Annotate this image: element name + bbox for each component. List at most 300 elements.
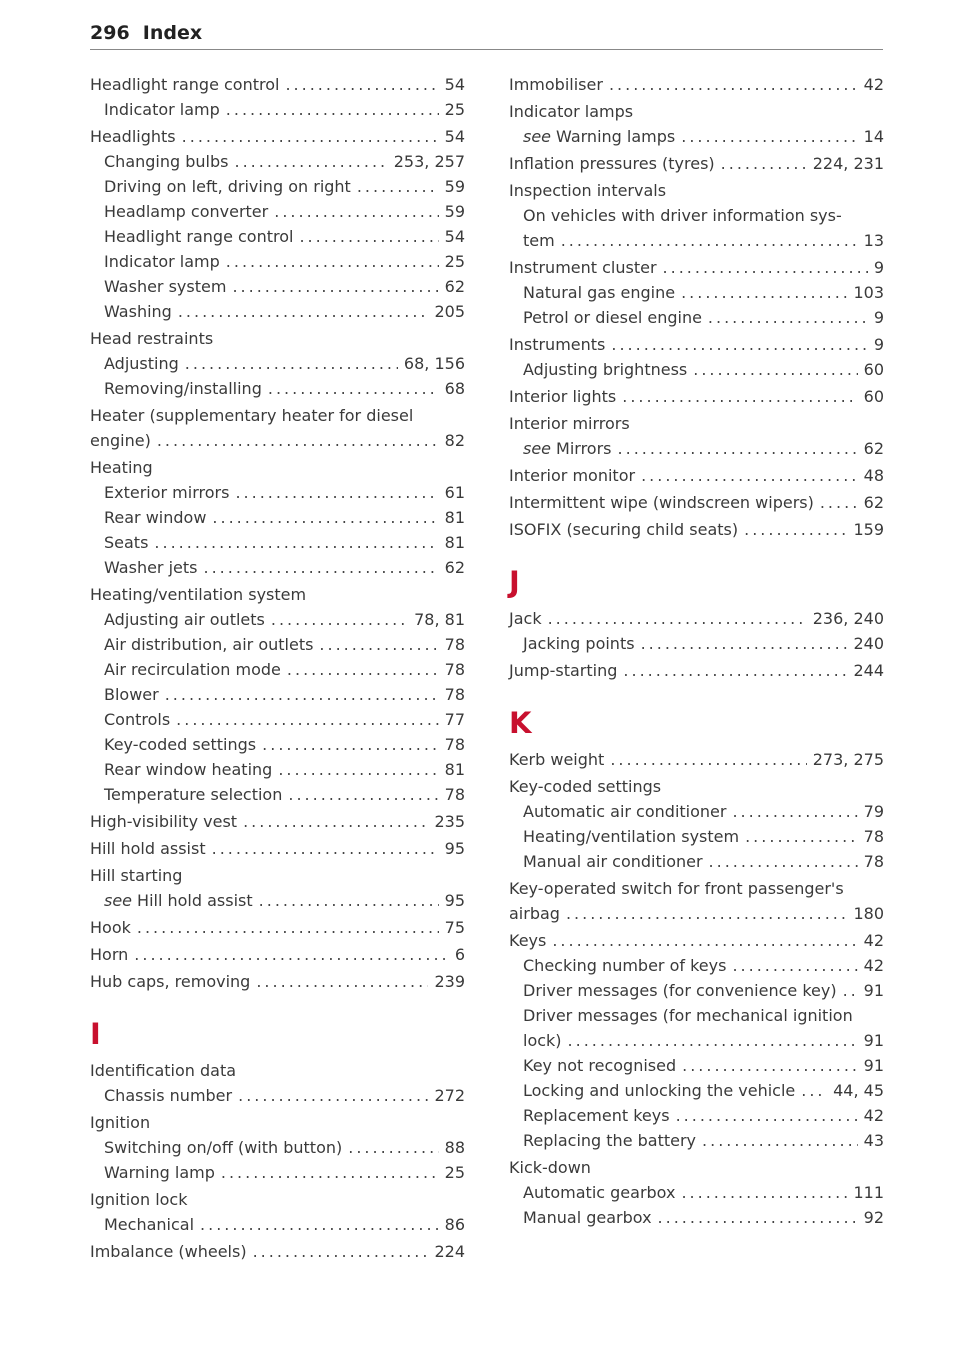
index-entry (90, 607, 465, 632)
index-entry (509, 72, 884, 97)
page-reference: 78 (444, 685, 465, 704)
entry-label: Replacing the battery (523, 1131, 697, 1150)
index-heading: Driver messages (for mechanical ignition (523, 1006, 853, 1025)
index-entry (509, 747, 884, 772)
page-reference: 9 (873, 335, 884, 354)
index-entry (509, 1205, 884, 1230)
page-reference: 6 (454, 945, 465, 964)
entry-label: Mechanical (104, 1215, 195, 1234)
index-entry (90, 657, 465, 682)
page-reference: 103 (853, 283, 884, 302)
index-entry (90, 757, 465, 782)
index-entry (90, 836, 465, 861)
index-entry (90, 888, 465, 913)
page-reference: 78 (444, 635, 465, 654)
dot-leader (552, 928, 857, 953)
index-entry (509, 151, 884, 176)
index-entry (90, 376, 465, 401)
entry-label: Seats (104, 533, 149, 552)
page-reference: 59 (444, 177, 465, 196)
index-heading: Identification data (90, 1061, 237, 1080)
entry-label: Headlight range control (104, 227, 294, 246)
entry-label: Manual gearbox (523, 1208, 652, 1227)
page-reference: 240 (853, 634, 884, 653)
entry-label: Key not recognised (523, 1056, 677, 1075)
page-reference: 81 (444, 533, 465, 552)
page-reference: 54 (444, 227, 465, 246)
dot-leader (200, 1212, 439, 1237)
dot-leader (641, 631, 848, 656)
index-entry (509, 978, 884, 1003)
section-letter: K (509, 706, 532, 740)
dot-leader (623, 658, 847, 683)
dot-leader (663, 255, 868, 280)
index-entry (509, 124, 884, 149)
dot-leader (732, 953, 857, 978)
page-reference: 81 (444, 508, 465, 527)
index-entry (509, 1103, 884, 1128)
entry-label: Automatic gearbox (523, 1183, 676, 1202)
dot-leader (262, 732, 439, 757)
dot-leader (682, 1053, 858, 1078)
dot-leader (622, 384, 857, 409)
page-reference: 43 (863, 1131, 884, 1150)
dot-leader (212, 836, 439, 861)
page-reference: 82 (444, 431, 465, 450)
dot-leader (566, 901, 848, 926)
page-reference: 224, 231 (812, 154, 884, 173)
page-reference: 77 (444, 710, 465, 729)
entry-label: Indicator lamp (104, 100, 220, 119)
entry-label: Headlamp converter (104, 202, 269, 221)
entry-label: Locking and unlocking the vehicle (523, 1081, 796, 1100)
index-entry (90, 732, 465, 757)
dot-leader (801, 1078, 827, 1103)
entry-label: Blower (104, 685, 159, 704)
page-reference: 79 (863, 802, 884, 821)
entry-label: Chassis number (104, 1086, 233, 1105)
index-heading: Heating/ventilation system (90, 585, 307, 604)
index-heading: Key-coded settings (509, 777, 662, 796)
dot-leader (234, 149, 387, 174)
index-entry (509, 799, 884, 824)
index-entry (90, 97, 465, 122)
entry-label: Temperature selection (104, 785, 283, 804)
dot-leader (658, 1205, 858, 1230)
page-reference: 62 (444, 558, 465, 577)
index-entry (509, 1053, 884, 1078)
index-heading: Inspection intervals (509, 181, 667, 200)
index-heading: Ignition lock (90, 1190, 188, 1209)
index-entry (90, 1083, 465, 1108)
index-heading: Ignition (90, 1113, 151, 1132)
entry-label: engine) (90, 431, 151, 450)
entry-label: Key-coded settings (104, 735, 257, 754)
entry-label: Replacement keys (523, 1106, 670, 1125)
entry-label: Air recirculation mode (104, 660, 281, 679)
index-entry (509, 658, 884, 683)
entry-label: Indicator lamp (104, 252, 220, 271)
page-reference: 48 (863, 466, 884, 485)
dot-leader (709, 849, 858, 874)
entry-label: Immobiliser (509, 75, 603, 94)
entry-label: Adjusting (104, 354, 179, 373)
dot-leader (176, 707, 438, 732)
entry-label: Natural gas engine (523, 283, 676, 302)
page-reference: 224 (434, 1242, 465, 1261)
entry-label: Adjusting air outlets (104, 610, 265, 629)
dot-leader (357, 174, 439, 199)
page-reference: 236, 240 (812, 609, 884, 628)
dot-leader (641, 463, 858, 488)
page-reference: 95 (444, 891, 465, 910)
index-heading: Interior mirrors (509, 414, 630, 433)
index-entry (90, 124, 465, 149)
entry-label: see Mirrors (523, 439, 612, 458)
entry-label: Driving on left, driving on right (104, 177, 351, 196)
page-reference: 244 (853, 661, 884, 680)
dot-leader (157, 428, 439, 453)
dot-leader (721, 151, 807, 176)
dot-leader (285, 72, 438, 97)
index-entry (90, 480, 465, 505)
page-reference: 54 (444, 127, 465, 146)
page-reference: 68, 156 (403, 354, 465, 373)
index-heading: Heater (supplementary heater for diesel (90, 406, 414, 425)
page-reference: 25 (444, 100, 465, 119)
entry-label: Instrument cluster (509, 258, 657, 277)
index-entry (90, 782, 465, 807)
entry-label: Warning lamp (104, 1163, 215, 1182)
entry-label: see Hill hold assist (104, 891, 253, 910)
page-reference: 78 (444, 660, 465, 679)
page-reference: 59 (444, 202, 465, 221)
index-entry (509, 1028, 884, 1053)
page-reference: 62 (863, 439, 884, 458)
entry-label: Removing/installing (104, 379, 262, 398)
dot-leader (693, 357, 857, 382)
dot-leader (287, 657, 439, 682)
dot-leader (221, 1160, 439, 1185)
entry-label: Hook (90, 918, 131, 937)
dot-leader (618, 436, 858, 461)
index-entry (90, 299, 465, 324)
dot-leader (278, 757, 438, 782)
page-reference: 272 (434, 1086, 465, 1105)
index-entry (509, 953, 884, 978)
entry-label: Petrol or diesel engine (523, 308, 702, 327)
entry-label: Changing bulbs (104, 152, 229, 171)
page-reference: 42 (863, 1106, 884, 1125)
dot-leader (274, 199, 438, 224)
index-entry (509, 849, 884, 874)
page-reference: 42 (863, 956, 884, 975)
page-reference: 78 (863, 827, 884, 846)
entry-label: Hub caps, removing (90, 972, 251, 991)
entry-label: Manual air conditioner (523, 852, 703, 871)
index-entry (90, 809, 465, 834)
dot-leader (843, 978, 858, 1003)
page-reference: 92 (863, 1208, 884, 1227)
entry-label: Exterior mirrors (104, 483, 230, 502)
page-reference: 60 (863, 360, 884, 379)
entry-label: Instruments (509, 335, 606, 354)
dot-leader (185, 351, 398, 376)
index-entry (90, 682, 465, 707)
page-reference: 14 (863, 127, 884, 146)
index-entry (90, 1239, 465, 1264)
dot-leader (203, 555, 438, 580)
dot-leader (548, 606, 807, 631)
entry-label: Hill hold assist (90, 839, 206, 858)
index-heading: Kick-down (509, 1158, 591, 1177)
dot-leader (299, 224, 438, 249)
page-reference: 25 (444, 1163, 465, 1182)
dot-leader (226, 97, 439, 122)
index-entry (509, 332, 884, 357)
page-reference: 91 (863, 1031, 884, 1050)
section-letter: J (509, 565, 520, 599)
index-heading: Heating (90, 458, 153, 477)
entry-label: Headlight range control (90, 75, 280, 94)
index-entry (90, 632, 465, 657)
entry-label: High-visibility vest (90, 812, 238, 831)
index-entry (90, 199, 465, 224)
index-entry (90, 351, 465, 376)
page-reference: 159 (853, 520, 884, 539)
dot-leader (610, 747, 806, 772)
index-entry (90, 969, 465, 994)
dot-leader (676, 1103, 858, 1128)
index-entry (509, 228, 884, 253)
dot-leader (182, 124, 439, 149)
index-heading: Indicator lamps (509, 102, 634, 121)
page-reference: 239 (434, 972, 465, 991)
dot-leader (319, 632, 438, 657)
entry-label: lock) (523, 1031, 562, 1050)
entry-label: Imbalance (wheels) (90, 1242, 247, 1261)
entry-label: Washer jets (104, 558, 198, 577)
index-entry (509, 1078, 884, 1103)
entry-label: Air distribution, air outlets (104, 635, 314, 654)
dot-leader (732, 799, 857, 824)
page-reference: 91 (863, 1056, 884, 1075)
dot-leader (561, 228, 858, 253)
entry-label: Jack (509, 609, 542, 628)
page-number: 296 (90, 22, 130, 44)
page-header (90, 22, 880, 50)
see-reference: see (104, 891, 133, 910)
dot-leader (256, 969, 428, 994)
page-reference: 180 (853, 904, 884, 923)
index-entry (90, 149, 465, 174)
entry-label: ISOFIX (securing child seats) (509, 520, 739, 539)
dot-leader (568, 1028, 858, 1053)
index-entry (90, 555, 465, 580)
dot-leader (271, 607, 408, 632)
index-entry (90, 72, 465, 97)
dot-leader (165, 682, 439, 707)
index-entry (90, 505, 465, 530)
entry-label: Adjusting brightness (523, 360, 688, 379)
entry-label: Jacking points (523, 634, 635, 653)
index-heading: Head restraints (90, 329, 214, 348)
dot-leader (702, 1128, 858, 1153)
dot-leader (134, 942, 449, 967)
page-reference: 78, 81 (414, 610, 465, 629)
page-reference: 61 (444, 483, 465, 502)
dot-leader (137, 915, 439, 940)
see-reference: see (523, 127, 552, 146)
entry-label: Intermittent wipe (windscreen wipers) (509, 493, 814, 512)
page-reference: 253, 257 (393, 152, 465, 171)
page-reference: 78 (863, 852, 884, 871)
entry-label: tem (523, 231, 555, 250)
page-reference: 9 (873, 308, 884, 327)
entry-label: Interior monitor (509, 466, 636, 485)
page-reference: 44, 45 (833, 1081, 884, 1100)
dot-leader (232, 274, 438, 299)
page-reference: 25 (444, 252, 465, 271)
page-reference: 68 (444, 379, 465, 398)
dot-leader (235, 480, 438, 505)
page-reference: 111 (853, 1183, 884, 1202)
entry-label: Washing (104, 302, 172, 321)
dot-leader (253, 1239, 429, 1264)
page-reference: 86 (444, 1215, 465, 1234)
index-entry (509, 357, 884, 382)
index-entry (509, 280, 884, 305)
entry-label: Interior lights (509, 387, 617, 406)
entry-label: Rear window heating (104, 760, 273, 779)
index-entry (90, 1212, 465, 1237)
index-entry (509, 1180, 884, 1205)
page-reference: 42 (863, 931, 884, 950)
entry-label: Keys (509, 931, 547, 950)
page-reference: 13 (863, 231, 884, 250)
index-column-left (90, 72, 465, 1264)
section-letter: I (90, 1017, 101, 1051)
page-reference: 62 (863, 493, 884, 512)
page-reference: 95 (444, 839, 465, 858)
dot-leader (611, 332, 867, 357)
dot-leader (820, 490, 858, 515)
index-entry (509, 305, 884, 330)
page-reference: 78 (444, 735, 465, 754)
entry-label: Kerb weight (509, 750, 605, 769)
entry-label: see Warning lamps (523, 127, 676, 146)
dot-leader (609, 72, 858, 97)
see-reference: see (523, 439, 552, 458)
index-entry (509, 631, 884, 656)
index-heading: On vehicles with driver information sys- (523, 206, 842, 225)
dot-leader (745, 824, 858, 849)
entry-label: Checking number of keys (523, 956, 727, 975)
dot-leader (238, 1083, 428, 1108)
page-reference: 273, 275 (812, 750, 884, 769)
index-entry (509, 436, 884, 461)
page-reference: 75 (444, 918, 465, 937)
page-reference: 54 (444, 75, 465, 94)
index-heading: Key-operated switch for front passenger's (509, 879, 844, 898)
page-reference: 88 (444, 1138, 465, 1157)
dot-leader (212, 505, 438, 530)
index-entry (90, 224, 465, 249)
entry-label: Headlights (90, 127, 176, 146)
index-entry (509, 928, 884, 953)
index-entry (90, 274, 465, 299)
entry-label: Jump-starting (509, 661, 618, 680)
entry-label: Switching on/off (with button) (104, 1138, 343, 1157)
dot-leader (243, 809, 428, 834)
page-reference: 78 (444, 785, 465, 804)
index-heading: Hill starting (90, 866, 183, 885)
page-reference: 235 (434, 812, 465, 831)
page-reference: 62 (444, 277, 465, 296)
page-title: Index (142, 22, 203, 44)
dot-leader (348, 1135, 438, 1160)
index-entry (509, 463, 884, 488)
page-reference: 42 (863, 75, 884, 94)
page-reference: 81 (444, 760, 465, 779)
entry-label: airbag (509, 904, 560, 923)
entry-label: Driver messages (for convenience key) (523, 981, 837, 1000)
index-entry (90, 174, 465, 199)
dot-leader (288, 782, 438, 807)
entry-label: Controls (104, 710, 171, 729)
dot-leader (681, 1180, 847, 1205)
dot-leader (178, 299, 429, 324)
index-entry (509, 606, 884, 631)
index-entry (509, 490, 884, 515)
dot-leader (681, 280, 847, 305)
dot-leader (681, 124, 857, 149)
entry-label: Automatic air conditioner (523, 802, 727, 821)
index-column-right (509, 72, 884, 1230)
dot-leader (154, 530, 438, 555)
index-entry (90, 707, 465, 732)
index-entry (90, 249, 465, 274)
dot-leader (268, 376, 439, 401)
index-entry (509, 255, 884, 280)
index-entry (509, 824, 884, 849)
entry-label: Horn (90, 945, 129, 964)
page-reference: 9 (873, 258, 884, 277)
index-entry (90, 1135, 465, 1160)
entry-label: Inflation pressures (tyres) (509, 154, 715, 173)
index-entry (90, 530, 465, 555)
index-entry (509, 517, 884, 542)
entry-label: Rear window (104, 508, 207, 527)
entry-label: Washer system (104, 277, 227, 296)
page-reference: 91 (863, 981, 884, 1000)
index-entry (509, 384, 884, 409)
dot-leader (226, 249, 439, 274)
index-entry (509, 1128, 884, 1153)
dot-leader (744, 517, 847, 542)
index-entry (509, 901, 884, 926)
header-divider (90, 49, 883, 50)
entry-label: Heating/ventilation system (523, 827, 740, 846)
dot-leader (259, 888, 439, 913)
index-entry (90, 1160, 465, 1185)
index-entry (90, 942, 465, 967)
page-reference: 205 (434, 302, 465, 321)
index-entry (90, 915, 465, 940)
page-reference: 60 (863, 387, 884, 406)
index-entry (90, 428, 465, 453)
dot-leader (708, 305, 868, 330)
